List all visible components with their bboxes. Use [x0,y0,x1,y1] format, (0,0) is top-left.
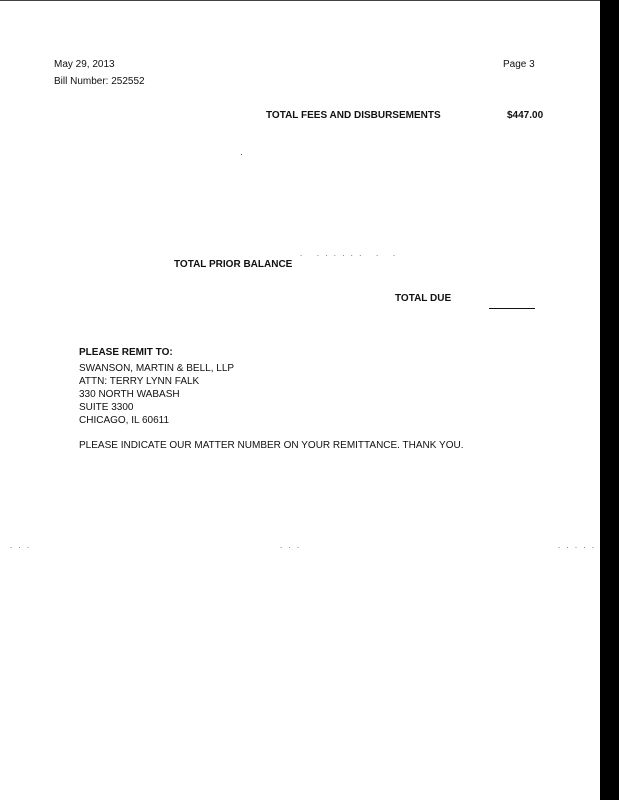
scan-dots-left: . . . [10,541,32,550]
scan-edge-right [600,0,619,800]
remit-city: CHICAGO, IL 60611 [79,415,170,426]
scan-edge-top [0,0,600,1]
total-fees-amount: $447.00 [507,110,544,121]
bill-number: Bill Number: 252552 [54,76,145,87]
remit-firm-name: SWANSON, MARTIN & BELL, LLP [79,363,235,374]
remit-street: 330 NORTH WABASH [79,389,180,400]
remit-suite: SUITE 3300 [79,402,134,413]
remit-heading: PLEASE REMIT TO: [79,347,173,358]
total-due-underline [489,308,535,309]
invoice-date: May 29, 2013 [54,59,115,70]
page-number: Page 3 [503,59,535,70]
total-fees-label: TOTAL FEES AND DISBURSEMENTS [266,110,441,121]
scan-dots-right: . . . . . [558,541,597,550]
remit-attention: ATTN: TERRY LYNN FALK [79,376,200,387]
scan-dots-center: . . . [280,541,302,550]
scan-dots: . . . . . . . . . [300,249,398,258]
scan-speck [241,154,242,155]
remit-note: PLEASE INDICATE OUR MATTER NUMBER ON YOUR REMITTANCE. THANK YOU. [79,440,464,451]
total-prior-balance-label: TOTAL PRIOR BALANCE [174,259,293,270]
total-due-label: TOTAL DUE [395,293,452,304]
